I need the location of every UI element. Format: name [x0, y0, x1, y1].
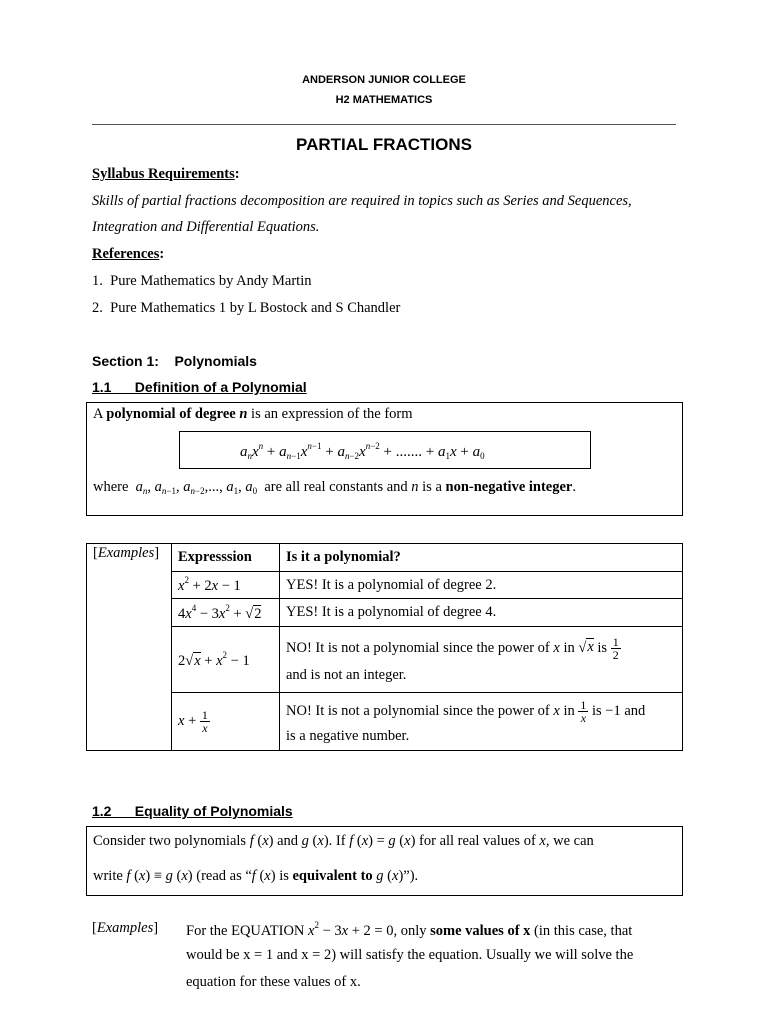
definition-where: where $a_n$, $a_{n-1}$, $a_{n-2}$,..., $a_1$, $a_0$ are all real constants and n is a non-negative integer.	[93, 479, 576, 496]
table-header-row	[87, 544, 683, 572]
page-title: PARTIAL FRACTIONS	[296, 135, 472, 154]
table-row	[87, 627, 683, 693]
reference-item-2: 2. Pure Mathematics 1 by L Bostock and S Chandler	[92, 300, 401, 316]
equality-line1: Consider two polynomials f (x) and g (x). If f (x) = g (x) for all real values of x, we can	[93, 833, 594, 849]
syllabus-text-line2: Integration and Differential Equations.	[92, 219, 320, 235]
section1-heading: Section 1: Polynomials	[92, 353, 257, 369]
equality-box	[86, 826, 683, 896]
table-row	[87, 693, 683, 751]
equality-example-line2: would be x = 1 and x = 2) will satisfy the equation. Usually we will solve the	[186, 947, 634, 963]
college-name: ANDERSON JUNIOR COLLEGE	[302, 74, 466, 86]
col-polynomial-header: Is it a polynomial?	[280, 544, 683, 572]
syllabus-heading: Syllabus Requirements:	[92, 166, 240, 182]
subject-name: H2 MATHEMATICS	[335, 94, 433, 106]
equality-line2: write f (x) ≡ g (x) (read as “f (x) is equivalent to g (x)”).	[93, 868, 419, 884]
header-divider	[92, 124, 676, 125]
syllabus-text-line1: Skills of partial fractions decomposition are required in topics such as Series and Sequences,	[92, 193, 632, 209]
equality-example-line3: equation for these values of x.	[186, 974, 361, 990]
answer-cell: NO! It is not a polynomial since the power of x in √x is $\frac{1}{2}$ and is not an integer.	[280, 627, 683, 693]
examples-table	[86, 543, 683, 751]
equality-examples-label: [Examples]	[92, 920, 159, 936]
expression-cell: x + $\frac{1}{x}$	[172, 693, 280, 751]
section1-2-heading: 1.2 Equality of Polynomials	[92, 803, 293, 819]
answer-cell: NO! It is not a polynomial since the power of x in $\frac{1}{x}$ is −1 and is a negative number.	[280, 693, 683, 751]
definition-box	[86, 402, 683, 516]
section1-1-heading: 1.1 Definition of a Polynomial	[92, 379, 307, 395]
expression-cell: $x^2 + 2x - 1$	[172, 572, 280, 599]
answer-cell: YES! It is a polynomial of degree 4.	[280, 599, 683, 627]
col-expression-header: Expresssion	[172, 544, 280, 572]
equality-example-line1: For the EQUATION $x^2 - 3x + 2 = 0$, only some values of x (in this case, that	[186, 920, 633, 939]
examples-label: [Examples]	[87, 544, 172, 572]
table-row	[87, 572, 683, 599]
reference-item-1: 1. Pure Mathematics by Andy Martin	[92, 273, 312, 289]
polynomial-formula: $a_nx^n + a_{n-1}x^{n-1} + a_{n-2}x^{n-2}$ + ....... + $a_1x + a_0$	[240, 441, 485, 461]
polynomial-formula-box	[179, 431, 591, 469]
answer-cell: YES! It is a polynomial of degree 2.	[280, 572, 683, 599]
table-row	[87, 599, 683, 627]
expression-cell: $2√x + x^2 - 1$	[172, 627, 280, 693]
definition-intro: A polynomial of degree n is an expression of the form	[93, 406, 413, 422]
expression-cell: $4x^4 - 3x^2 + √2$	[172, 599, 280, 627]
references-heading: References:	[92, 246, 165, 262]
